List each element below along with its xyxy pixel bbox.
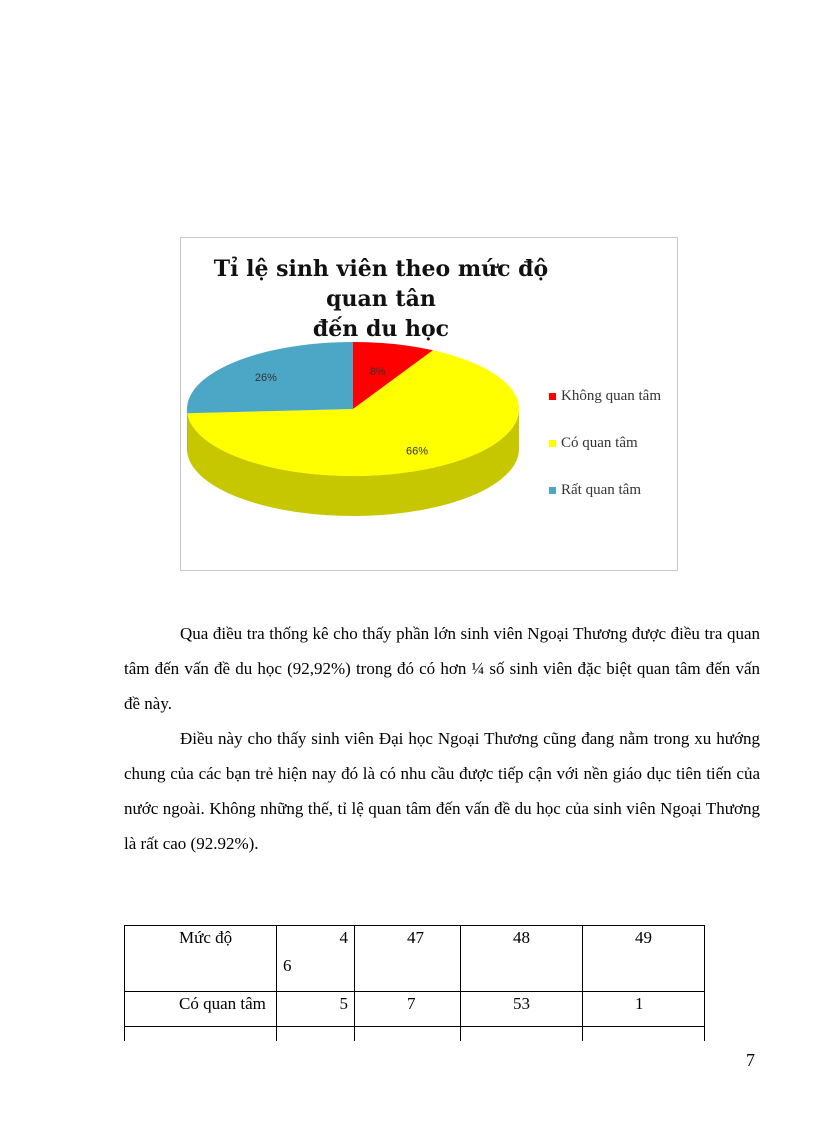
paragraph-1: Qua điều tra thống kê cho thấy phần lớn sinh viên Ngoại Thương được điều tra quan tâm đến vấn đề du học (92,92%) trong đó có hơn ¼ số sinh viên đặc biệt quan tâm đến vấn đề này. xyxy=(124,624,760,713)
chart-title-line-1: Tỉ lệ sinh viên theo mức độ quan tân xyxy=(213,256,549,312)
table-cell: 47 xyxy=(355,926,461,992)
paragraph-2: Điều này cho thấy sinh viên Đại học Ngoại Thương cũng đang nằm trong xu hướng chung của các bạn trẻ hiện nay đó là có nhu cầu được tiếp cận với nền giáo dục tiên tiến của nước ngoài. Không những thế, tỉ lệ quan tâm đến vấn đề du học của sinh viên Ngoại Thương là rất cao (92.92%). xyxy=(124,729,760,853)
table-cell: Có quan tâm xyxy=(125,992,277,1027)
legend-swatch-yellow xyxy=(549,440,556,447)
table-cell: 48 xyxy=(461,926,583,992)
legend-label: Không quan tâm xyxy=(561,388,661,404)
pie-data-label: 8% xyxy=(369,366,386,379)
chart-legend xyxy=(549,384,661,525)
legend-label: Có quan tâm xyxy=(561,435,638,451)
pie-chart xyxy=(180,237,678,571)
table-row xyxy=(125,926,705,992)
table-cell xyxy=(277,926,355,992)
table-row xyxy=(125,992,705,1027)
table-cell xyxy=(461,1027,583,1042)
legend-swatch-blue xyxy=(549,487,556,494)
table-cell xyxy=(277,1027,355,1042)
legend-item-rat-quan-tam xyxy=(549,478,661,503)
legend-label: Rất quan tâm xyxy=(561,482,641,498)
pie-data-label: 26% xyxy=(254,371,277,384)
table-row xyxy=(125,1027,705,1042)
table-cell: 53 xyxy=(461,992,583,1027)
legend-swatch-red xyxy=(549,393,556,400)
table-cell: 49 xyxy=(583,926,705,992)
table-cell: 7 xyxy=(355,992,461,1027)
table-cell: 1 xyxy=(583,992,705,1027)
table-cell: Mức độ xyxy=(125,926,277,992)
pie-data-label: 66% xyxy=(406,445,429,458)
data-table xyxy=(124,925,705,1041)
table-cell-part: 4 xyxy=(339,928,348,947)
chart-title-line-2: đến du học xyxy=(312,316,450,342)
table-cell xyxy=(583,1027,705,1042)
table-cell xyxy=(355,1027,461,1042)
legend-item-co-quan-tam xyxy=(549,431,661,456)
page-number: 7 xyxy=(746,1050,755,1070)
legend-item-khong-quan-tam xyxy=(549,384,661,409)
table-cell: 5 xyxy=(277,992,355,1027)
table-cell-part: 6 xyxy=(283,956,292,975)
table-cell xyxy=(125,1027,277,1042)
